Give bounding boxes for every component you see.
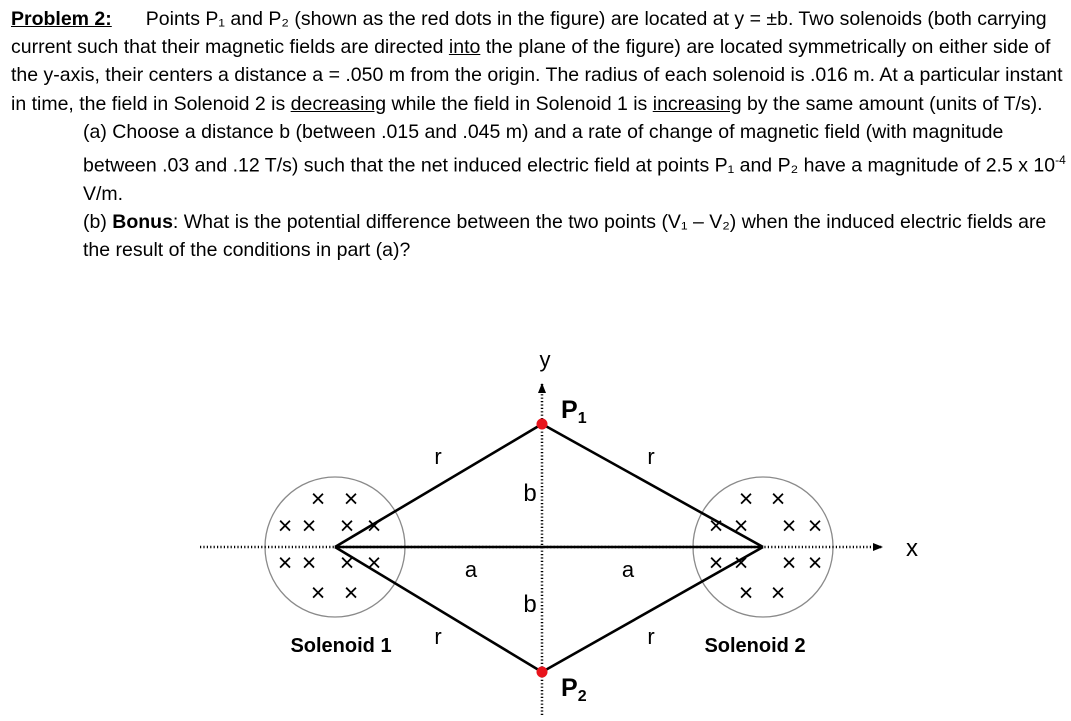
x-axis-label: x — [906, 535, 918, 562]
r-label-upper-left: r — [434, 444, 442, 469]
underlined-word: decreasing — [290, 92, 387, 115]
field-mark: × — [733, 512, 749, 540]
field-mark: × — [301, 512, 317, 540]
intro-segment: by the same amount (units of T/s). — [741, 92, 1043, 115]
intro-segment: the plane of the figure) are located symmetrically on either side of the y-axis, their centers a distance a = .050 m from the origin. The radius of each solenoid is .016 m. At a particular instant in time, the field in Solenoid 2 is — [11, 36, 1063, 115]
intro-segment: while the field in Solenoid 1 is — [386, 92, 653, 115]
field-mark: × — [733, 549, 749, 577]
solenoid-2-label: Solenoid 2 — [704, 635, 806, 657]
part-a-exponent: -4 — [1055, 153, 1066, 168]
field-mark: × — [310, 485, 326, 513]
field-mark: × — [339, 512, 355, 540]
field-mark: × — [277, 512, 293, 540]
field-mark: × — [708, 512, 724, 540]
field-mark: × — [310, 579, 326, 607]
field-mark: × — [366, 549, 382, 577]
field-mark: × — [781, 549, 797, 577]
field-mark: × — [277, 549, 293, 577]
field-mark: × — [343, 579, 359, 607]
point-p1 — [537, 419, 548, 430]
point-p2 — [537, 667, 548, 678]
y-axis-label: y — [539, 347, 551, 372]
problem-heading: Problem 2: — [11, 8, 112, 30]
field-mark: × — [339, 549, 355, 577]
field-mark: × — [301, 549, 317, 577]
part-a-unit: V/m. — [83, 182, 124, 205]
field-mark: × — [366, 512, 382, 540]
field-mark: × — [770, 579, 786, 607]
part-b-bold: Bonus — [112, 210, 173, 233]
field-mark: × — [807, 549, 823, 577]
field-mark: × — [781, 512, 797, 540]
p1-subscript: 1 — [577, 410, 587, 427]
part-b-label: (b) — [83, 210, 113, 233]
field-mark: × — [738, 485, 754, 513]
r-label-upper-right: r — [647, 444, 655, 469]
p1-label — [561, 396, 587, 427]
solenoid-1-label: Solenoid 1 — [290, 635, 392, 657]
b-label-lower: b — [523, 591, 537, 618]
field-mark: × — [770, 485, 786, 513]
p2-label — [561, 674, 587, 705]
field-mark: × — [708, 549, 724, 577]
part-a-text: (a) Choose a distance b (between .015 and .045 m) and a rate of change of magnetic field (with magnitude between .03 and .12 T/s) such that the net induced electric field at points P₁ and P₂ have a magnitude of 2.5 x 10 — [83, 120, 1056, 177]
underlined-word: into — [448, 36, 481, 59]
a-label-left: a — [464, 557, 478, 582]
field-mark: × — [343, 485, 359, 513]
part-b-text: : What is the potential difference between the two points (V₁ – V₂) when the induced electric fields are the result of the conditions in part (a)? — [83, 210, 1047, 262]
r-label-lower-right: r — [647, 624, 655, 649]
intro-segment: Points P₁ and P₂ (shown as the red dots in the figure) are located at y = ±b. Two solenoids (both carrying current such that their magnetic fields are directed — [11, 8, 1047, 59]
a-label-right: a — [621, 557, 635, 582]
b-label-upper: b — [523, 480, 537, 507]
field-mark: × — [738, 579, 754, 607]
r-label-lower-left: r — [434, 624, 442, 649]
p2-subscript: 2 — [577, 688, 587, 705]
field-mark: × — [807, 512, 823, 540]
p1-letter: P — [561, 396, 578, 424]
p2-letter: P — [561, 674, 578, 702]
underlined-word: increasing — [652, 92, 742, 115]
